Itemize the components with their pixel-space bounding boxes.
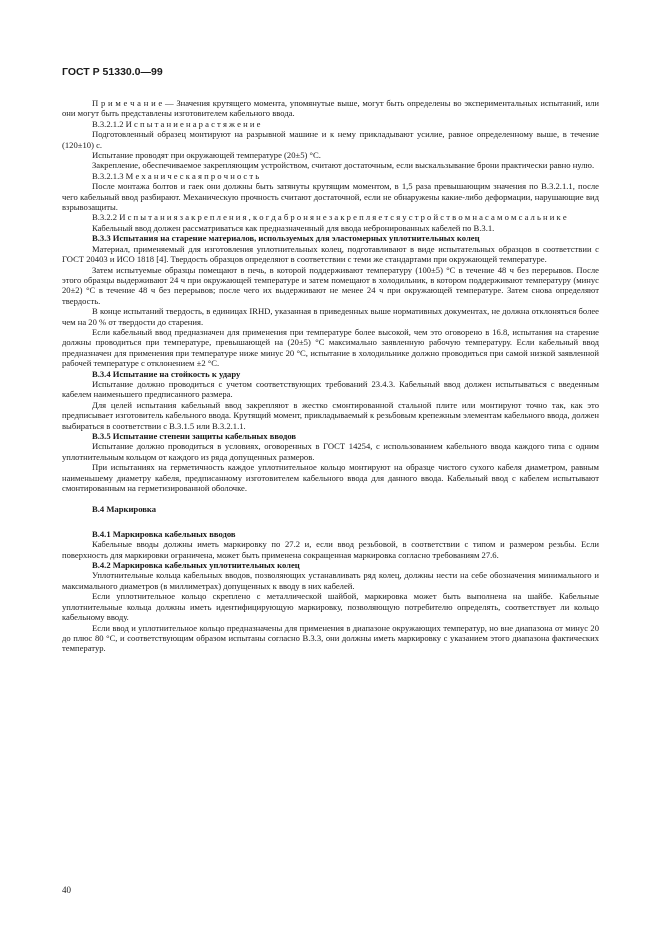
paragraph-text: В.3.4 Испытание на стойкость к удару [92, 368, 241, 379]
paragraph-text: Закрепление, обеспечиваемое закрепляющим устройством, считают достаточным, если выскальзывание брони практически равно нулю. [92, 160, 595, 171]
paragraph-text: Испытание проводят при окружающей температуре (20±5) °С. [92, 150, 321, 161]
paragraph-text: В.4.1 Маркировка кабельных вводов [92, 528, 236, 539]
paragraph [62, 265, 599, 307]
paragraph [62, 171, 599, 181]
paragraph [62, 379, 599, 400]
paragraph [62, 591, 599, 622]
paragraph [62, 150, 599, 160]
page-number: 40 [62, 885, 71, 895]
spaced-lead: П р и м е ч а н и е [92, 98, 163, 108]
paragraph [62, 539, 599, 560]
paragraph-text: Подготовленный образец монтируют на разрывной машине и к нему прикладывают усилие, равное определенному выше, в течение (120±10) с. [62, 129, 599, 150]
paragraph [62, 119, 599, 129]
paragraph-text: Испытание должно проводиться с учетом соответствующих требований 23.4.3. Кабельный ввод должен испытываться с введенным кабелем наименьшего предписанного размера. [62, 378, 599, 400]
paragraph [62, 160, 599, 170]
spaced-lead: В.3.2.1.3 М е х а н и ч е с к а я п р о ч н о с т ь [92, 170, 260, 181]
spaced-lead: В.3.2.2 И с п ы т а н и я з а к р е п л е н и я , к о г д а б р о н я н е з а к р е п л я е т с я у с т р о й с т в о м н а с а м о м с а л ь н и к е [92, 212, 567, 223]
paragraph-text: При испытаниях на герметичность каждое уплотнительное кольцо монтируют на образце чистого сухого кабеля диаметром, равным наименьшему диаметру кабеля, предписанному изготовителем кабельного ввода для данного ввода. Кабельный ввод с кабелем испытывают смонтированным на герметизированной оболочке. [62, 462, 599, 494]
paragraph [62, 570, 599, 591]
paragraph [62, 327, 599, 369]
paragraph-text: Если уплотнительное кольцо скреплено с металлической шайбой, маркировка может быть выполнена на шайбе. Кабельные уплотнительные кольца должны иметь идентифицирующую маркировку, позволяющую потребителю определять, соответствует ли кольцо кабельному вводу. [62, 591, 599, 623]
document-code: ГОСТ Р 51330.0—99 [62, 66, 163, 78]
paragraph-text: В.4 Маркировка [92, 504, 157, 515]
paragraph [62, 181, 599, 212]
paragraph [62, 223, 599, 233]
section-heading [62, 431, 599, 441]
paragraph-text: Уплотнительные кольца кабельных вводов, позволяющих устанавливать ряд колец, должны нести на себе обозначения минимального и максимального диаметров (в миллиметрах) допущенных к вводу в них кабелей. [62, 570, 599, 591]
paragraph-text: В.4.2 Маркировка кабельных уплотнительных колец [92, 560, 300, 571]
paragraph-text: В конце испытаний твердость, в единицах IRHD, указанная в приведенных выше нормативных документах, не должна отклоняться более чем на 20 % от твердости до старения. [62, 306, 599, 327]
paragraph-text: Для целей испытания кабельный ввод закрепляют в жестко смонтированной стальной плите или монтируют точно так, как это предписывает изготовитель кабельного ввода. Крутящий момент, прикладываемый к резьбовым крепежным элементам кабельного ввода, должен выбираться в соответствии с В.3.1.5 или В.3.2.1.1. [62, 399, 599, 431]
paragraph [62, 400, 599, 431]
paragraph-text: — Значения крутящего момента, упомянутые выше, могут быть определены во экспериментальных испытаний, или они могут быть представлены изготовителем кабельного ввода. [62, 98, 599, 119]
paragraph [62, 98, 599, 119]
paragraph [62, 129, 599, 150]
paragraph-text: Испытание должно проводиться в условиях, оговоренных в ГОСТ 14254, с использованием кабельного ввода каждого типа с одним уплотнительным кольцом от каждого из ряда допущенных размеров. [62, 441, 599, 462]
paragraph-text: Если ввод и уплотнительное кольцо предназначены для применения в диапазоне окружающих температур, но вне диапазона от минус 20 до плюс 80 °С, и соответствующим образом испытаны согласно В.3.3, они должны иметь маркировку с указанием этого диапазона фактических температур. [62, 622, 599, 654]
paragraph [62, 441, 599, 462]
paragraph-text: После монтажа болтов и гаек они должны быть затянуты крутящим моментом, в 1,5 раза превышающим значения по В.3.2.1.1, после чего кабельный ввод разбирают. Механическую прочность считают достаточной, если не обнаружены какие-либо деформации, нарушающие вид взрывозащиты. [62, 181, 599, 213]
paragraph-text: Затем испытуемые образцы помещают в печь, в которой поддерживают температуру (100±5) °С в течение 48 ч без перерывов. После этого образцы выдерживают 24 ч при окружающей температуре и затем помещают в холодильник, в котором поддерживают температуру (минус 20±2) °С в течение 48 ч без перерывов; после чего их выдерживают не менее 24 ч при окружающей температуре. Затем снова определяют твердость. [62, 264, 599, 306]
paragraph [62, 462, 599, 493]
paragraph-text: В.3.5 Испытание степени защиты кабельных вводов [92, 431, 297, 441]
paragraph-text: В.3.3 Испытания на старение материалов, используемых для эластомерных уплотнительных колец [92, 233, 480, 244]
section-heading [62, 504, 599, 514]
section-heading [62, 529, 599, 539]
section-heading [62, 233, 599, 243]
paragraph [62, 623, 599, 654]
section-heading [62, 369, 599, 379]
paragraph-text: Кабельный ввод должен рассматриваться как предназначенный для ввода небронированных кабелей по В.3.1. [92, 222, 495, 233]
paragraph [62, 244, 599, 265]
paragraph-text: Если кабельный ввод предназначен для применения при температуре более высокой, чем это оговорено в 16.8, испытания на старение должны проводиться при температуре, превышающей на (20±5) °С максимально заявленную рабочую температуру. Если кабельный ввод предназначен для применения при температуре ниже минус 20 °С, испытание в холодильнике должно проводиться при самой низкой заявленной рабочей температуре с отклонением ±2 °С. [62, 326, 599, 369]
paragraph-text: Кабельные вводы должны иметь маркировку по 27.2 и, если ввод резьбовой, в соответствии с типом и размером резьбы. Если поверхность для маркировки ограничена, может быть применена сокращенная маркировка согласно требованиям 27.6. [62, 539, 599, 560]
paragraph [62, 306, 599, 327]
document-body [62, 98, 599, 654]
paragraph-text: Материал, применяемый для изготовления уплотнительных колец, подготавливают в виде испытательных образцов в соответствии с ГОСТ 20403 и ИСО 1818 [4]. Твердость образцов определяют в соответствии с теми же стандартами при окружающей температуре. [62, 243, 599, 265]
section-heading [62, 560, 599, 570]
paragraph [62, 212, 599, 222]
spaced-lead: В.3.2.1.2 И с п ы т а н и е н а р а с т я ж е н и е [92, 118, 261, 129]
